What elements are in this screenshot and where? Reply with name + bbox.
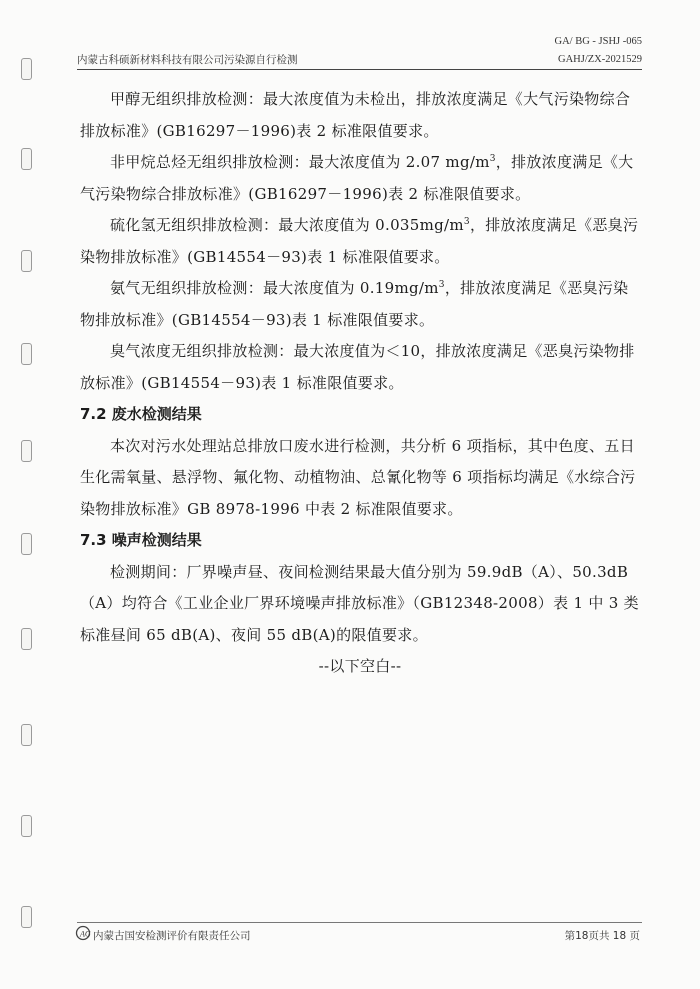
ammonia-result-text: 氨气无组织排放检测：最大浓度值为 0.19mg/m (110, 279, 439, 297)
end-of-report-mark: --以下空白-- (318, 657, 402, 675)
report-body (80, 84, 640, 683)
binding-hole (21, 343, 32, 365)
footer-divider (77, 922, 642, 923)
footer-company: 内蒙古国安检测评价有限责任公司 (93, 930, 251, 942)
section-7-2-title: 7.2 废水检测结果 (80, 405, 202, 423)
unit-superscript: 3 (463, 217, 470, 227)
header-report-number: GAHJ/ZX-2021529 (558, 54, 642, 65)
binding-hole (21, 250, 32, 272)
methanol-result: 甲醇无组织排放检测：最大浓度值为未检出，排放浓度满足《大气污染物综合排放标准》(GB16297－1996)表 2 标准限值要求。 (80, 90, 631, 140)
binding-hole (21, 533, 32, 555)
binding-hole (21, 906, 32, 928)
binding-hole (21, 628, 32, 650)
company-logo-icon (75, 925, 95, 941)
odor-result: 臭气浓度无组织排放检测：最大浓度值为＜10，排放浓度满足《恶臭污染物排放标准》(GB14554－93)表 1 标准限值要求。 (80, 342, 635, 392)
binding-hole (21, 440, 32, 462)
ammonia-result (80, 273, 640, 336)
binding-hole (21, 58, 32, 80)
h2s-result (80, 210, 640, 273)
section-7-3-title: 7.3 噪声检测结果 (80, 531, 202, 549)
header-divider (77, 69, 642, 70)
h2s-result-text-2: ，排放浓度满足《恶臭污染物排放标准》(GB14554－93)表 1 标准限值要求。 (80, 216, 639, 266)
logo-text: AG (80, 929, 91, 939)
unit-superscript: 3 (489, 154, 496, 164)
page-number: 第18页共 18 页 (564, 930, 640, 942)
ammonia-result-text-2: ，排放浓度满足《恶臭污染物排放标准》(GB14554－93)表 1 标准限值要求。 (80, 279, 629, 329)
header-company: 内蒙古科硕新材料科技有限公司污染源自行检测 (77, 54, 298, 66)
binding-hole (21, 724, 32, 746)
wastewater-result: 本次对污水处理站总排放口废水进行检测，共分析 6 项指标，其中色度、五日生化需氧量、悬浮物、氟化物、动植物油、总氰化物等 6 项指标均满足《水综合污染物排放标准》GB 8978-1996 中表 2 标准限值要求。 (80, 436, 636, 518)
h2s-result-text: 硫化氢无组织排放检测：最大浓度值为 0.035mg/m (110, 216, 464, 234)
nmhc-result-text-2: ，排放浓度满足《大气污染物综合排放标准》(GB16297－1996)表 2 标准限值要求。 (80, 153, 634, 203)
noise-result: 检测期间：厂界噪声昼、夜间检测结果最大值分别为 59.9dB（A）、50.3dB（A）均符合《工业企业厂界环境噪声排放标准》（GB12348-2008）表 1 中 3 类标准昼间 65 dB(A)、夜间 55 dB(A)的限值要求。 (80, 562, 639, 644)
binding-hole (21, 148, 32, 170)
nmhc-result-text: 非甲烷总烃无组织排放检测：最大浓度值为 2.07 mg/m (110, 153, 490, 171)
header-doc-code: GA/ BG - JSHJ -065 (554, 36, 642, 47)
nmhc-result (80, 147, 640, 210)
binding-hole (21, 815, 32, 837)
unit-superscript: 3 (438, 280, 445, 290)
